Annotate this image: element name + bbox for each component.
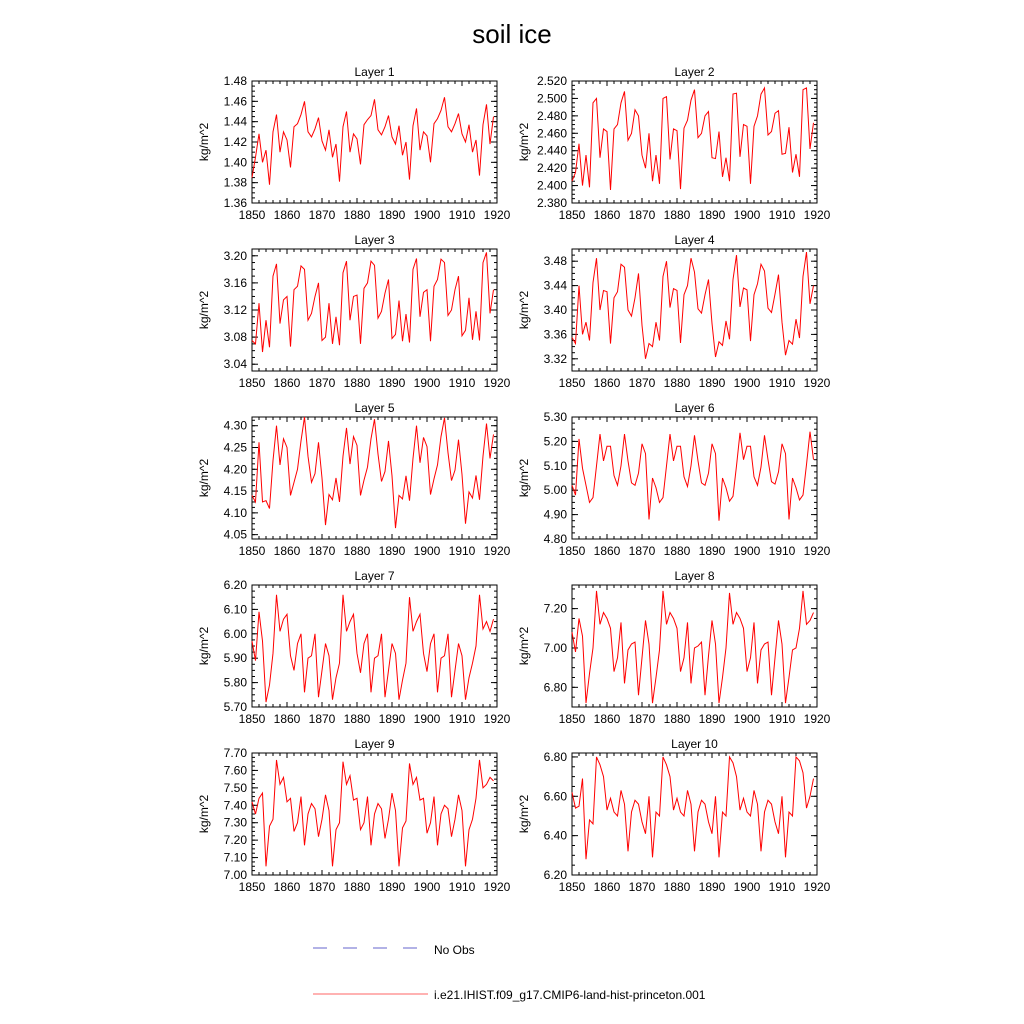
x-tick-label: 1900 xyxy=(413,208,441,222)
y-axis-label: kg/m^2 xyxy=(197,626,211,666)
y-tick-label: 6.60 xyxy=(543,789,567,804)
panel-title: Layer 10 xyxy=(671,737,718,751)
panel-title: Layer 2 xyxy=(674,65,715,79)
figure-title: soil ice xyxy=(472,19,552,49)
x-tick-label: 1910 xyxy=(768,712,796,726)
y-tick-label: 3.32 xyxy=(543,351,567,366)
y-tick-label: 5.10 xyxy=(543,458,567,473)
y-tick-label: 5.30 xyxy=(543,410,567,424)
x-tick-label: 1890 xyxy=(378,208,406,222)
panel-title: Layer 4 xyxy=(674,233,715,247)
y-axis-label: kg/m^2 xyxy=(197,458,211,498)
y-axis-label: kg/m^2 xyxy=(197,122,211,162)
y-tick-label: 4.15 xyxy=(223,484,247,499)
x-tick-label: 1920 xyxy=(803,208,831,222)
y-tick-label: 1.44 xyxy=(223,114,247,129)
y-tick-label: 3.08 xyxy=(223,330,247,345)
series-line xyxy=(252,417,494,528)
x-tick-label: 1910 xyxy=(448,880,476,894)
x-tick-label: 1880 xyxy=(343,208,371,222)
x-tick-label: 1860 xyxy=(593,880,621,894)
panel-3 xyxy=(197,233,511,390)
x-tick-label: 1920 xyxy=(483,880,511,894)
x-tick-label: 1920 xyxy=(483,712,511,726)
x-tick-label: 1880 xyxy=(663,712,691,726)
y-tick-label: 5.00 xyxy=(543,483,567,498)
x-tick-label: 1920 xyxy=(803,880,831,894)
y-tick-label: 6.20 xyxy=(223,578,247,592)
x-tick-label: 1860 xyxy=(273,880,301,894)
y-tick-label: 2.460 xyxy=(536,126,567,141)
y-tick-label: 3.40 xyxy=(543,303,567,317)
panel-title: Layer 3 xyxy=(354,233,395,247)
x-tick-label: 1850 xyxy=(558,376,586,390)
x-tick-label: 1900 xyxy=(413,544,441,558)
y-tick-label: 1.36 xyxy=(223,196,247,210)
y-tick-label: 7.20 xyxy=(543,601,567,616)
x-tick-label: 1870 xyxy=(628,376,656,390)
y-tick-label: 6.80 xyxy=(543,680,567,695)
y-tick-label: 4.10 xyxy=(223,505,247,520)
x-tick-label: 1860 xyxy=(593,544,621,558)
series-line xyxy=(572,591,814,703)
y-tick-label: 3.44 xyxy=(543,278,567,293)
y-tick-label: 5.20 xyxy=(543,434,567,449)
panel-title: Layer 1 xyxy=(354,65,395,79)
x-tick-label: 1880 xyxy=(663,544,691,558)
y-tick-label: 2.480 xyxy=(536,108,567,123)
series-line xyxy=(252,97,494,184)
y-tick-label: 3.04 xyxy=(223,357,247,372)
x-tick-label: 1870 xyxy=(308,376,336,390)
y-tick-label: 3.12 xyxy=(223,303,247,317)
x-tick-label: 1870 xyxy=(628,880,656,894)
x-tick-label: 1910 xyxy=(768,880,796,894)
y-tick-label: 1.40 xyxy=(223,155,247,170)
x-tick-label: 1920 xyxy=(803,544,831,558)
x-tick-label: 1860 xyxy=(593,208,621,222)
legend-model-label: i.e21.IHIST.f09_g17.CMIP6-land-hist-princeton.001 xyxy=(434,988,706,1002)
series-line xyxy=(252,595,494,702)
x-tick-label: 1910 xyxy=(448,376,476,390)
y-axis-label: kg/m^2 xyxy=(517,794,531,834)
y-tick-label: 3.20 xyxy=(223,248,247,263)
legend xyxy=(313,943,706,1002)
panel-title: Layer 9 xyxy=(354,737,395,751)
x-tick-label: 1850 xyxy=(558,880,586,894)
y-tick-label: 6.10 xyxy=(223,602,247,617)
y-tick-label: 4.80 xyxy=(543,532,567,546)
plot-frame xyxy=(572,249,817,371)
series-line xyxy=(572,757,814,859)
x-tick-label: 1900 xyxy=(413,712,441,726)
y-tick-label: 7.10 xyxy=(223,850,247,865)
y-tick-label: 4.25 xyxy=(223,440,247,455)
x-tick-label: 1870 xyxy=(628,712,656,726)
panel-7 xyxy=(197,569,511,726)
y-tick-label: 2.380 xyxy=(536,196,567,210)
x-tick-label: 1900 xyxy=(733,880,761,894)
x-tick-label: 1850 xyxy=(238,880,266,894)
x-tick-label: 1850 xyxy=(558,208,586,222)
x-tick-label: 1880 xyxy=(343,376,371,390)
plot-frame xyxy=(252,585,497,707)
panel-9 xyxy=(197,737,511,894)
y-tick-label: 7.40 xyxy=(223,798,247,813)
x-tick-label: 1870 xyxy=(628,544,656,558)
y-tick-label: 7.20 xyxy=(223,833,247,848)
panel-grid xyxy=(197,65,831,894)
x-tick-label: 1910 xyxy=(768,376,796,390)
y-tick-label: 2.520 xyxy=(536,74,567,88)
x-tick-label: 1920 xyxy=(483,376,511,390)
panel-8 xyxy=(517,569,831,726)
y-tick-label: 6.20 xyxy=(543,868,567,882)
y-tick-label: 6.00 xyxy=(223,626,247,641)
panel-5 xyxy=(197,401,511,558)
y-tick-label: 5.70 xyxy=(223,700,247,714)
x-tick-label: 1860 xyxy=(273,208,301,222)
y-tick-label: 7.70 xyxy=(223,746,247,760)
panel-10 xyxy=(517,737,831,894)
x-tick-label: 1860 xyxy=(593,712,621,726)
y-axis-label: kg/m^2 xyxy=(197,290,211,330)
x-tick-label: 1900 xyxy=(413,880,441,894)
x-tick-label: 1910 xyxy=(448,712,476,726)
y-tick-label: 2.420 xyxy=(536,161,567,176)
y-tick-label: 2.440 xyxy=(536,143,567,158)
x-tick-label: 1890 xyxy=(378,712,406,726)
x-tick-label: 1860 xyxy=(273,376,301,390)
y-tick-label: 5.90 xyxy=(223,651,247,666)
y-tick-label: 6.40 xyxy=(543,828,567,843)
y-axis-label: kg/m^2 xyxy=(517,458,531,498)
x-tick-label: 1850 xyxy=(558,712,586,726)
panel-6 xyxy=(517,401,831,558)
series-line xyxy=(572,252,814,359)
x-tick-label: 1890 xyxy=(378,880,406,894)
x-tick-label: 1870 xyxy=(308,712,336,726)
y-tick-label: 1.38 xyxy=(223,175,247,190)
series-line xyxy=(572,432,814,521)
x-tick-label: 1920 xyxy=(803,712,831,726)
x-tick-label: 1900 xyxy=(733,376,761,390)
x-tick-label: 1920 xyxy=(483,544,511,558)
y-tick-label: 5.80 xyxy=(223,675,247,690)
y-tick-label: 2.500 xyxy=(536,91,567,106)
x-tick-label: 1870 xyxy=(308,880,336,894)
x-tick-label: 1890 xyxy=(698,712,726,726)
panel-title: Layer 7 xyxy=(354,569,395,583)
x-tick-label: 1860 xyxy=(593,376,621,390)
plot-frame xyxy=(572,585,817,707)
x-tick-label: 1900 xyxy=(733,208,761,222)
x-tick-label: 1870 xyxy=(308,544,336,558)
x-tick-label: 1860 xyxy=(273,544,301,558)
x-tick-label: 1910 xyxy=(448,208,476,222)
y-tick-label: 7.50 xyxy=(223,780,247,795)
y-tick-label: 3.48 xyxy=(543,254,567,269)
x-tick-label: 1880 xyxy=(663,376,691,390)
y-tick-label: 1.46 xyxy=(223,94,247,109)
y-tick-label: 1.42 xyxy=(223,135,247,149)
panel-title: Layer 8 xyxy=(674,569,715,583)
x-tick-label: 1890 xyxy=(378,376,406,390)
x-tick-label: 1860 xyxy=(273,712,301,726)
x-tick-label: 1920 xyxy=(483,208,511,222)
y-axis-label: kg/m^2 xyxy=(517,626,531,666)
y-tick-label: 1.48 xyxy=(223,74,247,88)
x-tick-label: 1880 xyxy=(663,880,691,894)
y-tick-label: 2.400 xyxy=(536,178,567,193)
y-tick-label: 4.30 xyxy=(223,418,247,433)
x-tick-label: 1880 xyxy=(343,880,371,894)
y-tick-label: 6.80 xyxy=(543,749,567,764)
x-tick-label: 1850 xyxy=(238,208,266,222)
x-tick-label: 1890 xyxy=(698,880,726,894)
x-tick-label: 1850 xyxy=(238,544,266,558)
x-tick-label: 1890 xyxy=(698,208,726,222)
y-tick-label: 7.30 xyxy=(223,815,247,830)
x-tick-label: 1910 xyxy=(768,208,796,222)
x-tick-label: 1900 xyxy=(413,376,441,390)
x-tick-label: 1920 xyxy=(803,376,831,390)
panel-4 xyxy=(517,233,831,390)
series-line xyxy=(572,88,814,190)
x-tick-label: 1910 xyxy=(448,544,476,558)
x-tick-label: 1890 xyxy=(378,544,406,558)
y-tick-label: 7.00 xyxy=(223,868,247,882)
x-tick-label: 1880 xyxy=(343,544,371,558)
x-tick-label: 1850 xyxy=(238,376,266,390)
x-tick-label: 1850 xyxy=(558,544,586,558)
x-tick-label: 1900 xyxy=(733,712,761,726)
y-tick-label: 3.16 xyxy=(223,275,247,290)
legend-no-obs-label: No Obs xyxy=(434,943,475,957)
x-tick-label: 1880 xyxy=(343,712,371,726)
x-tick-label: 1880 xyxy=(663,208,691,222)
x-tick-label: 1890 xyxy=(698,544,726,558)
series-line xyxy=(252,252,494,352)
y-tick-label: 4.05 xyxy=(223,527,247,542)
x-tick-label: 1870 xyxy=(308,208,336,222)
y-tick-label: 7.60 xyxy=(223,763,247,778)
y-axis-label: kg/m^2 xyxy=(517,290,531,330)
x-tick-label: 1870 xyxy=(628,208,656,222)
panel-1 xyxy=(197,65,511,222)
x-tick-label: 1850 xyxy=(238,712,266,726)
panel-title: Layer 6 xyxy=(674,401,715,415)
y-axis-label: kg/m^2 xyxy=(197,794,211,834)
y-tick-label: 4.90 xyxy=(543,507,567,522)
y-tick-label: 4.20 xyxy=(223,462,247,477)
series-line xyxy=(252,760,494,866)
x-tick-label: 1900 xyxy=(733,544,761,558)
panel-2 xyxy=(517,65,831,222)
x-tick-label: 1910 xyxy=(768,544,796,558)
panel-title: Layer 5 xyxy=(354,401,395,415)
plot-frame xyxy=(572,81,817,203)
x-tick-label: 1890 xyxy=(698,376,726,390)
y-tick-label: 3.36 xyxy=(543,327,567,342)
y-tick-label: 7.00 xyxy=(543,640,567,655)
y-axis-label: kg/m^2 xyxy=(517,122,531,162)
